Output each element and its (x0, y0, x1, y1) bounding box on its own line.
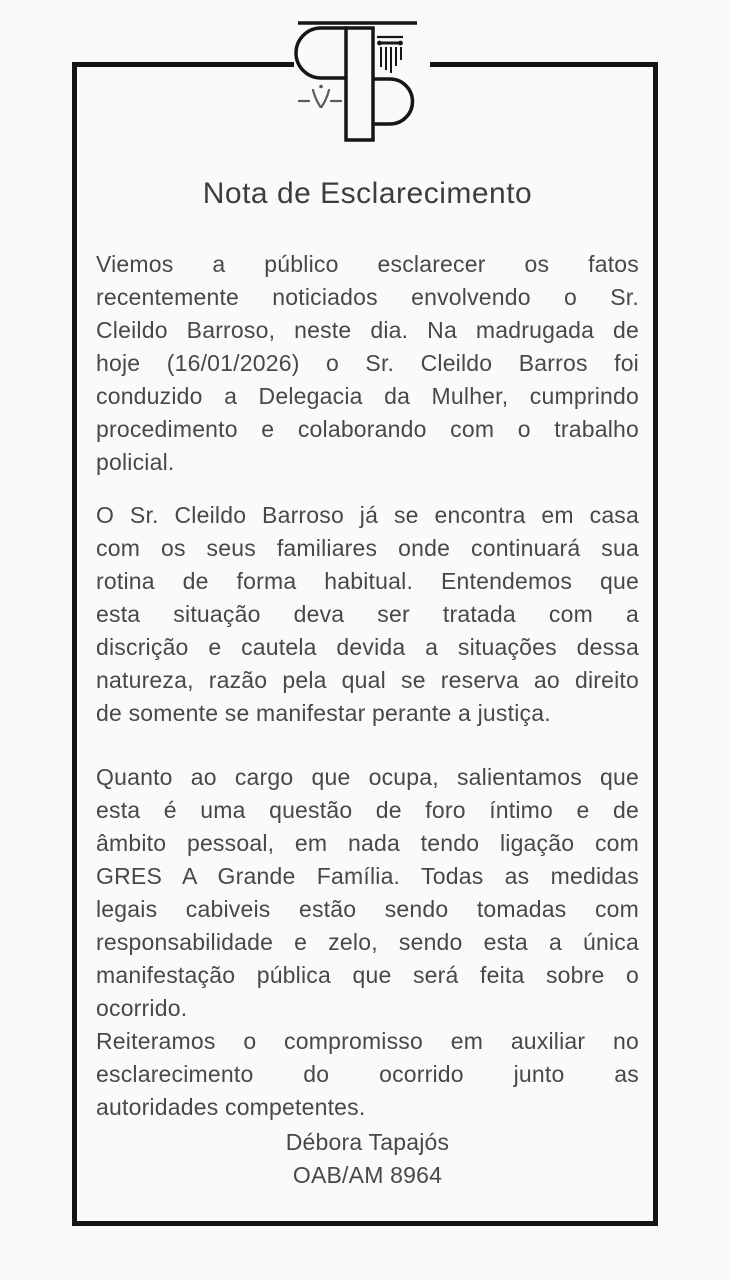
text-line: GRES A Grande Família. Todas as medidas (96, 863, 639, 889)
text-line: Quanto ao cargo que ocupa, salientamos que (96, 764, 639, 790)
text-line: com os seus familiares onde continuará sua (96, 535, 639, 561)
paragraph (96, 1025, 639, 1124)
text-line: procedimento e colaborando com o trabalho (96, 416, 639, 442)
paragraph (96, 248, 639, 479)
text-line: ocorrido. (96, 995, 188, 1021)
text-line: Reiteramos o compromisso em auxiliar no (96, 1028, 639, 1054)
paragraph (96, 499, 639, 730)
text-line: discrição e cautela devida a situações dessa (96, 634, 639, 660)
text-line: legais cabiveis estão sendo tomadas com (96, 896, 639, 922)
text-line: de somente se manifestar perante a justiça. (96, 700, 551, 726)
body-text (96, 248, 639, 1124)
text-line: esta situação deva ser tratada com a (96, 601, 639, 627)
text-line: responsabilidade e zelo, sendo esta a única (96, 929, 639, 955)
monogram-icon (296, 23, 417, 140)
text-line: conduzido a Delegacia da Mulher, cumprindo (96, 383, 639, 409)
text-line: esta é uma questão de foro íntimo e de (96, 797, 639, 823)
text-line: esclarecimento do ocorrido junto as (96, 1061, 639, 1087)
text-line: rotina de forma habitual. Entendemos que (96, 568, 639, 594)
text-line: autoridades competentes. (96, 1094, 366, 1120)
logo (294, 12, 430, 152)
ornament-icon (299, 85, 341, 107)
signature-name: Débora Tapajós (285, 1129, 450, 1155)
signature-oab: OAB/AM 8964 (292, 1162, 443, 1188)
text-line: âmbito pessoal, em nada tendo ligação com (96, 830, 639, 856)
note-content (96, 176, 639, 1192)
column-icon (377, 37, 403, 73)
text-line: Cleildo Barroso, neste dia. Na madrugada de (96, 317, 639, 343)
text-line: hoje (16/01/2026) o Sr. Cleildo Barros foi (96, 350, 639, 376)
text-line: O Sr. Cleildo Barroso já se encontra em casa (96, 502, 639, 528)
text-line: policial. (96, 449, 175, 475)
signature-block (96, 1126, 639, 1192)
text-line: manifestação pública que será feita sobre o (96, 962, 639, 988)
paragraph (96, 761, 639, 1025)
text-line: Viemos a público esclarecer os fatos (96, 251, 639, 277)
logo-graphic (294, 12, 430, 152)
text-line: recentemente noticiados envolvendo o Sr. (96, 284, 639, 310)
text-line: natureza, razão pela qual se reserva ao direito (96, 667, 639, 693)
page-title: Nota de Esclarecimento (202, 177, 533, 210)
